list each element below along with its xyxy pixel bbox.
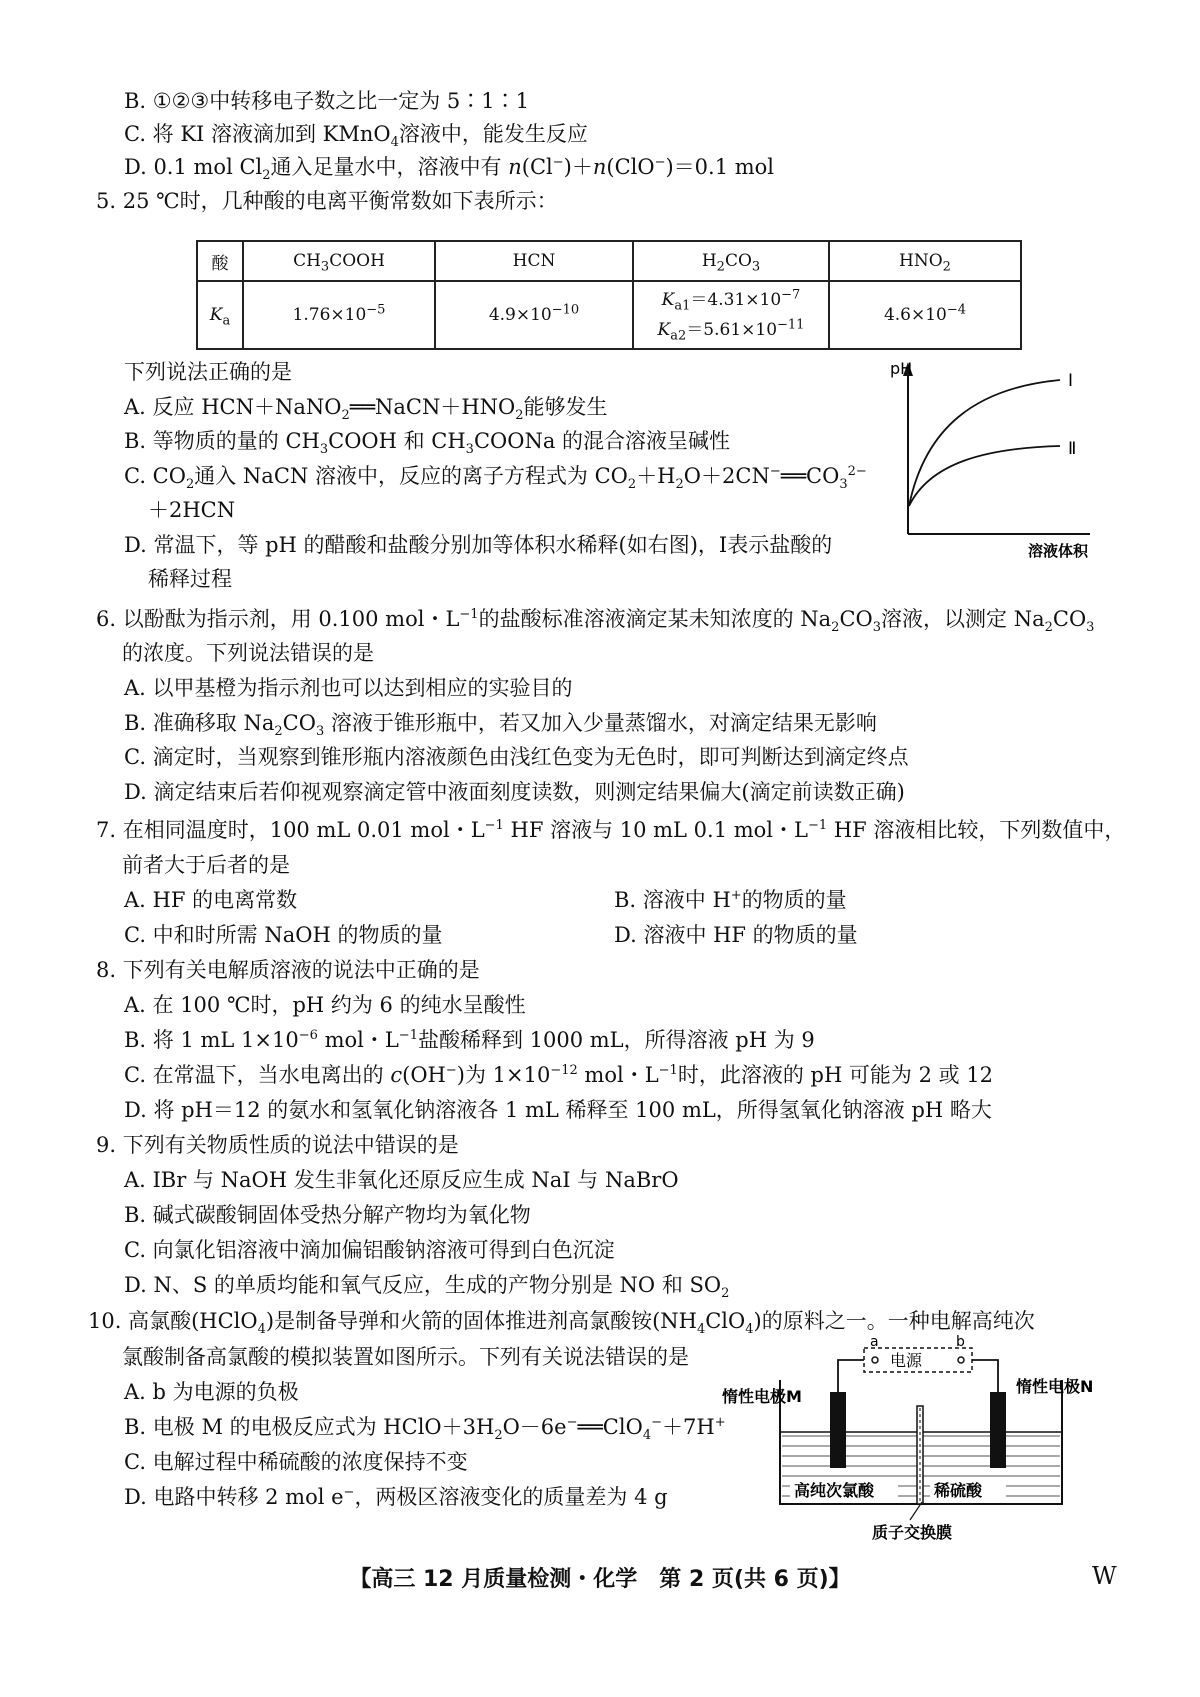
curve-2-label: Ⅱ xyxy=(1068,439,1077,459)
table-cell-h2co3 xyxy=(633,281,829,349)
table-header-hno2: $HNO_2$ xyxy=(829,241,1021,281)
left-solution-label: 高纯次氯酸 xyxy=(794,1481,875,1500)
q10-option-a: A. b 为电源的负极 xyxy=(124,1380,299,1404)
right-solution-label: 稀硫酸 xyxy=(934,1481,983,1500)
electrode-n-label: 惰性电极N xyxy=(1016,1377,1094,1396)
q5-option-c: C. $CO_2$通入 NaCN 溶液中，反应的离子方程式为 $CO_2+H_2O+2CN^-══CO_3^{2-}$ xyxy=(124,464,867,493)
q8-option-d: D. 将 pH＝12 的氨水和氢氧化钠溶液各 1 mL 稀释至 100 mL，所得氢氧化钠溶液 pH 略大 xyxy=(124,1098,992,1122)
q6-option-c: C. 滴定时，当观察到锥形瓶内溶液颜色由浅红色变为无色时，即可判断达到滴定终点 xyxy=(124,745,909,769)
q6-stem-cont: 的浓度。下列说法错误的是 xyxy=(122,641,374,665)
table-cell-hno2: $4.6\times 10^{-4}$ xyxy=(829,281,1021,349)
q4-option-d: D. 0.1 mol $Cl_2$通入足量水中，溶液中有 n(Cl−)＋n(ClO−)＝0.1 mol xyxy=(124,155,775,184)
terminal-a-icon xyxy=(872,1357,878,1363)
table-cell-ch3cooh: $1.76\times 10^{-5}$ xyxy=(243,281,435,349)
curve-2 xyxy=(909,446,1060,506)
q5-option-b: B. 等物质的量的 $CH_3COOH$ 和 $CH_3COONa$ 的混合溶液呈碱性 xyxy=(124,429,731,458)
q6-option-b: B. 准确移取 $Na_2CO_3$ 溶液于锥形瓶中，若又加入少量蒸馏水，对滴定结果无影响 xyxy=(124,711,877,740)
electrode-m-label: 惰性电极M xyxy=(722,1387,802,1406)
q7-stem-cont: 前者大于后者的是 xyxy=(122,853,290,877)
q4-option-b: B. ①②③中转移电子数之比一定为 5∶1∶1 xyxy=(124,89,530,113)
q8-option-a: A. 在 100 ℃时，pH 约为 6 的纯水呈酸性 xyxy=(124,993,526,1017)
q7-option-a: A. HF 的电离常数 xyxy=(124,888,298,912)
h2co3-ka2: $K_{a2}=5.61\times 10^{-11}$ xyxy=(657,317,805,344)
q5-option-d: D. 常温下，等 pH 的醋酸和盐酸分别加等体积水稀释(如右图)，Ⅰ表示盐酸的 xyxy=(124,533,833,557)
curve-1-label: Ⅰ xyxy=(1068,371,1074,391)
q8-stem: 8. 下列有关电解质溶液的说法中正确的是 xyxy=(96,958,480,982)
electrode-m xyxy=(830,1392,846,1468)
q10-stem-cont: 氯酸制备高氯酸的模拟装置如图所示。下列有关说法错误的是 xyxy=(122,1345,689,1369)
q10-option-b: B. 电极 M 的电极反应式为 $HClO+3H_2O-6e^-══ClO_4^-+7H^+$ xyxy=(124,1415,726,1444)
h2co3-ka1: $K_{a1}=4.31\times 10^{-7}$ xyxy=(661,287,801,314)
q10-stem: 10. 高氯酸(HClO$_4$)是制备导弹和火箭的固体推进剂高氯酸铵$(NH_4ClO_4)$的原料之一。一种电解高纯次 xyxy=(88,1309,1035,1338)
q7-option-c: C. 中和时所需 NaOH 的物质的量 xyxy=(124,923,443,947)
page-footer: 【高三 12 月质量检测・化学 第 2 页(共 6 页)】 xyxy=(349,1567,851,1592)
table-header-acid: 酸 xyxy=(197,241,243,281)
q10-option-c: C. 电解过程中稀硫酸的浓度保持不变 xyxy=(124,1450,468,1474)
ph-dilution-graph xyxy=(890,358,1110,558)
curve-1 xyxy=(909,380,1060,506)
q9-option-b: B. 碱式碳酸铜固体受热分解产物均为氧化物 xyxy=(124,1203,531,1227)
q7-option-d: D. 溶液中 HF 的物质的量 xyxy=(614,923,858,947)
q9-option-a: A. IBr 与 NaOH 发生非氧化还原反应生成 NaI 与 NaBrO xyxy=(124,1168,679,1192)
electrode-n xyxy=(990,1392,1006,1468)
q9-option-d: D. N、S 的单质均能和氧气反应，生成的产物分别是 NO 和 $SO_2$ xyxy=(124,1273,730,1302)
terminal-b-label: b xyxy=(956,1334,965,1350)
table-header-hcn: HCN xyxy=(435,241,633,281)
q7-stem: 7. 在相同温度时，100 mL 0.01 mol・$L^{-1}$ HF 溶液与 10 mL 0.1 mol・$L^{-1}$ HF 溶液相比较，下列数值中， xyxy=(96,818,1126,842)
wire-left xyxy=(838,1360,864,1392)
q8-option-c: C. 在常温下，当水电离出的 c(OH−)为 $1\times 10^{-12}$ mol・$L^{-1}$时，此溶液的 pH 可能为 2 或 12 xyxy=(124,1063,994,1087)
graph-y-label: pH xyxy=(890,359,913,378)
q6-stem: 6. 以酚酞为指示剂，用 0.100 mol・$L^{-1}$的盐酸标准溶液滴定某未知浓度的 $Na_2CO_3$溶液，以测定 $Na_2CO_3$ xyxy=(96,607,1095,636)
table-header-h2co3: $H_2CO_3$ xyxy=(633,241,829,281)
wire-right xyxy=(972,1360,998,1392)
graph-x-label: 溶液体积 xyxy=(1028,542,1089,560)
q9-option-c: C. 向氯化铝溶液中滴加偏铝酸钠溶液可得到白色沉淀 xyxy=(124,1238,615,1262)
power-source-label: 电源 xyxy=(890,1351,923,1370)
q6-option-a: A. 以甲基橙为指示剂也可以达到相应的实验目的 xyxy=(124,676,573,700)
table-row-head-ka: $K_a$ xyxy=(197,281,243,349)
table-header-ch3cooh: $CH_3COOH$ xyxy=(243,241,435,281)
membrane-label: 质子交换膜 xyxy=(872,1523,953,1542)
q4-option-c: C. 将 KI 溶液滴加到 KMnO$_4$溶液中，能发生反应 xyxy=(124,122,588,151)
terminal-b-icon xyxy=(958,1357,964,1363)
terminal-a-label: a xyxy=(870,1334,879,1350)
q5-stem: 5. 25 ℃时，几种酸的电离平衡常数如下表所示： xyxy=(96,189,558,213)
q8-option-b: B. 将 1 mL $1\times 10^{-6}$ mol・$L^{-1}$盐酸稀释到 1000 mL，所得溶液 pH 为 9 xyxy=(124,1028,815,1052)
electrolysis-cell-diagram xyxy=(722,1334,1112,1546)
q6-option-d: D. 滴定结束后若仰视观察滴定管中液面刻度读数，则测定结果偏大(滴定前读数正确) xyxy=(124,780,905,804)
q5-option-a: A. 反应 $HCN+NaNO_2══NaCN+HNO_2$能够发生 xyxy=(124,395,608,424)
q5-ask: 下列说法正确的是 xyxy=(124,360,292,384)
q9-stem: 9. 下列有关物质性质的说法中错误的是 xyxy=(96,1133,459,1157)
q10-option-d: D. 电路中转移 2 mol e−，两极区溶液变化的质量差为 4 g xyxy=(124,1485,668,1509)
ka-table xyxy=(196,240,1022,350)
table-cell-hcn: $4.9\times 10^{-10}$ xyxy=(435,281,633,349)
q5-option-c-cont: ＋2HCN xyxy=(148,498,236,522)
version-mark: W xyxy=(1092,1562,1117,1590)
q5-option-d-cont: 稀释过程 xyxy=(148,567,232,591)
q7-option-b: B. 溶液中 H+的物质的量 xyxy=(614,888,847,912)
